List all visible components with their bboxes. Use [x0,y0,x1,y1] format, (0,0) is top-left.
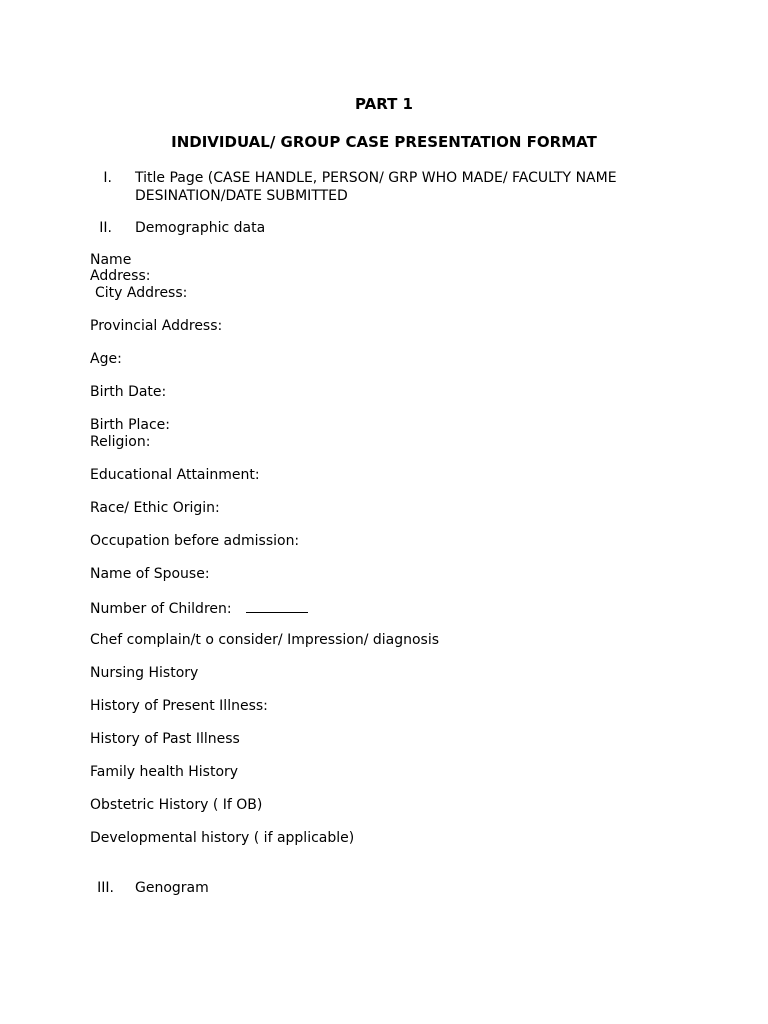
field-religion: Religion: [90,434,151,450]
field-present-illness: History of Present Illness: [90,698,268,714]
section-1-numeral: I. [103,170,112,186]
field-spouse: Name of Spouse: [90,566,210,582]
field-obstetric-history: Obstetric History ( If OB) [90,797,263,813]
field-birth-date: Birth Date: [90,384,167,400]
document-title: INDIVIDUAL/ GROUP CASE PRESENTATION FORMAT [171,133,597,151]
section-3-numeral: III. [97,880,114,896]
field-nursing-history: Nursing History [90,665,199,681]
field-provincial-address: Provincial Address: [90,318,223,334]
field-race: Race/ Ethic Origin: [90,500,220,516]
field-birth-place: Birth Place: [90,417,171,433]
part-heading: PART 1 [355,95,413,113]
section-1-text: Title Page (CASE HANDLE, PERSON/ GRP WHO MADE/ FACULTY NAME DESINATION/DATE SUBMITTED [135,170,617,204]
field-chief-complaint: Chef complain/t o consider/ Impression/ diagnosis [90,632,440,648]
field-children: Number of Children: [90,601,232,617]
field-city-address: City Address: [95,285,188,301]
field-occupation: Occupation before admission: [90,533,300,549]
field-age: Age: [90,351,122,367]
field-address: Address: [90,268,151,284]
field-past-illness: History of Past Illness [90,731,240,747]
field-children-row [90,599,308,618]
field-developmental-history: Developmental history ( if applicable) [90,830,355,846]
section-2-numeral: II. [99,220,112,236]
field-name: Name [90,252,132,268]
section-2-text: Demographic data [135,220,266,236]
children-blank-line [246,599,308,613]
field-educational-attainment: Educational Attainment: [90,467,260,483]
section-3-text: Genogram [135,880,209,896]
field-family-history: Family health History [90,764,239,780]
